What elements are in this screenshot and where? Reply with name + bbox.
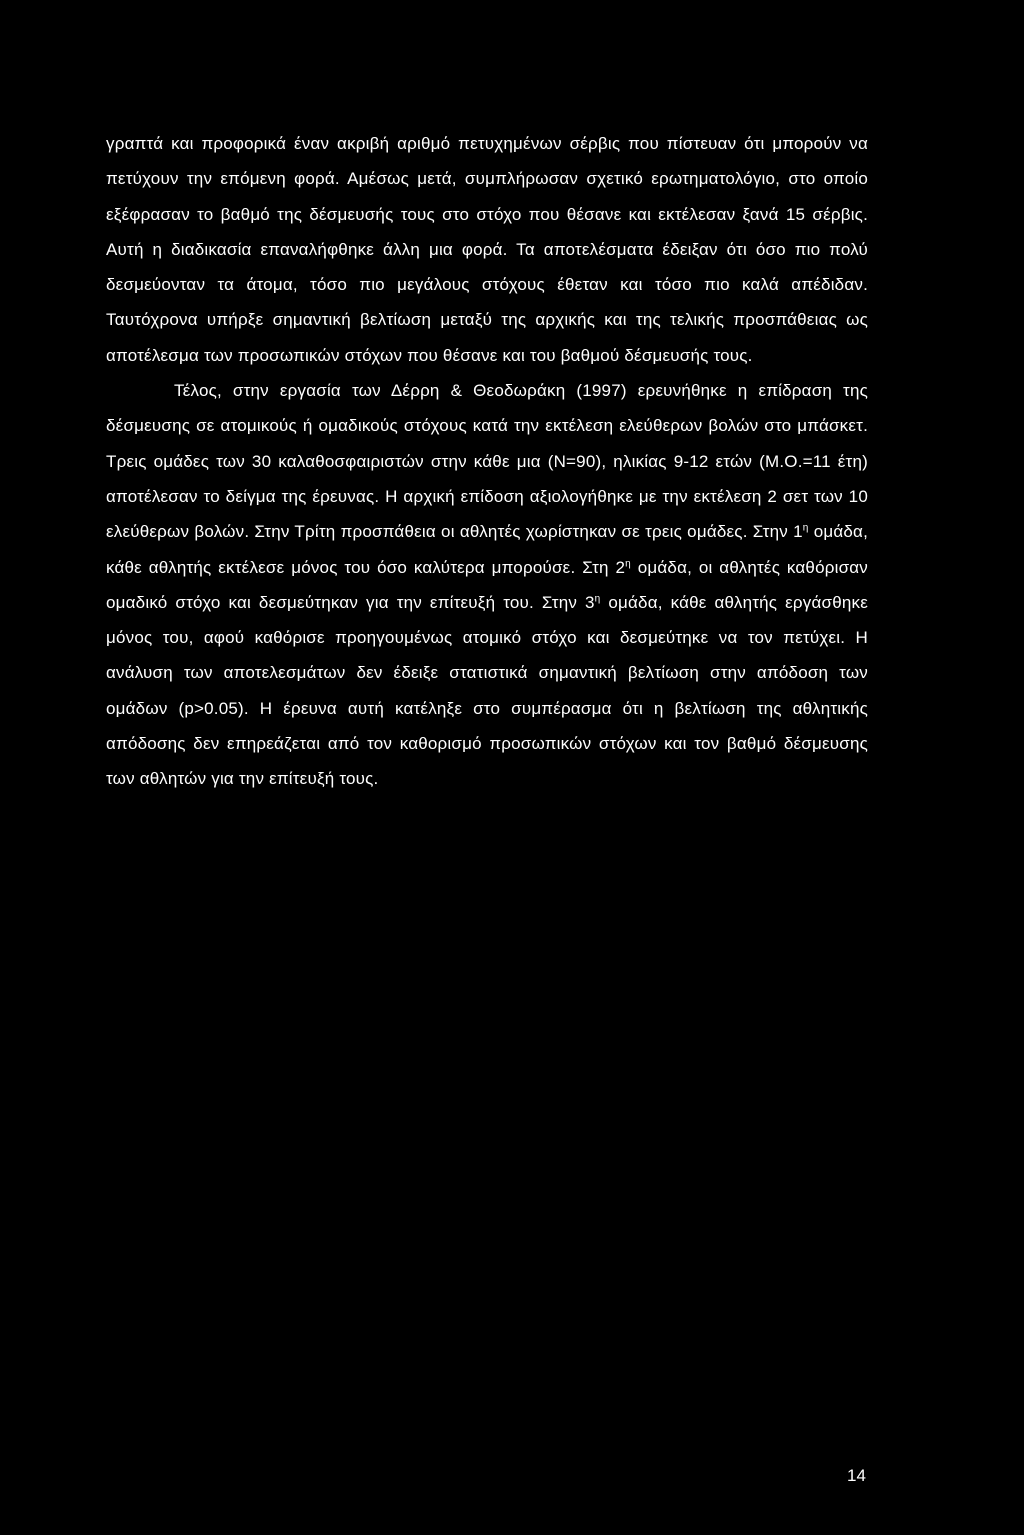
ordinal-superscript: η (594, 593, 601, 605)
paragraph-text: ομάδα, οι αθλητές καθόρισαν ομαδικό στόχο και δεσμεύτηκαν για την επίτευξή του. Στην 3 (106, 557, 869, 612)
paragraph-2 (106, 373, 868, 797)
page-number: 14 (847, 1466, 866, 1485)
paragraph-text: ομάδα, κάθε αθλητής εργάσθηκε μόνος του, αφού καθόρισε προηγουμένως ατομικό στόχο και δεσμεύτηκε να τον πετύχει. Η ανάλυση των αποτελεσμάτων δεν έδειξε στατιστικά σημαντική βελτίωση στην απόδοση των ομάδων (p>0.05). Η έρευνα αυτή κατέληξε στο συμπέρασμα ότι η βελτίωση της αθλητικής απόδοσης δεν επηρεάζεται από τον καθορισμό προσωπικών στόχων και τον βαθμό δέσμευσης των αθλητών για την επίτευξή τους. (106, 592, 868, 789)
ordinal-superscript: η (625, 557, 631, 569)
ordinal-superscript: η (802, 522, 809, 534)
paragraph-1 (106, 126, 868, 373)
paragraph-text: ομάδα, κάθε αθλητής εκτέλεσε μόνος του όσο καλύτερα μπορούσε. Στη 2 (106, 522, 868, 577)
paragraph-text: Τέλος, στην εργασία των Δέρρη & Θεοδωράκη (1997) ερευνήθηκε η επίδραση της δέσμευσης σε ατομικούς ή ομαδικούς στόχους κατά την εκτέλεση ελεύθερων βολών στο μπάσκετ. Τρεις ομάδες των 30 καλαθοσφαιριστών στην κάθε μια (N=90), ηλικίας 9-12 ετών (M.O.=11 έτη) αποτέλεσαν το δείγμα της έρευνας. Η αρχική επίδοση αξιολογήθηκε με την εκτέλεση 2 σετ των 10 ελεύθερων βολών. Στην Τρίτη προσπάθεια οι αθλητές χωρίστηκαν σε τρεις ομάδες. Στην 1 (106, 381, 868, 542)
document-body (106, 126, 868, 797)
paragraph-text: γραπτά και προφορικά έναν ακριβή αριθμό πετυχημένων σέρβις που πίστευαν ότι μπορούν να πετύχουν την επόμενη φορά. Αμέσως μετά, συμπλήρωσαν σχετικό ερωτηματολόγιο, στο οποίο εξέφρασαν το βαθμό της δέσμευσής τους στο στόχο που θέσανε και εκτέλεσαν ξανά 15 σέρβις. Αυτή η διαδικασία επαναλήφθηκε άλλη μια φορά. Τα αποτελέσματα έδειξαν ότι όσο πιο πολύ δεσμεύονταν τα άτομα, τόσο πιο μεγάλους στόχους έθεταν και τόσο πιο καλά απέδιδαν. Ταυτόχρονα υπήρξε σημαντική βελτίωση μεταξύ της αρχικής και της τελικής προσπάθειας ως αποτέλεσμα των προσωπικών στόχων που θέσανε και του βαθμού δέσμευσής τους. (106, 134, 868, 365)
